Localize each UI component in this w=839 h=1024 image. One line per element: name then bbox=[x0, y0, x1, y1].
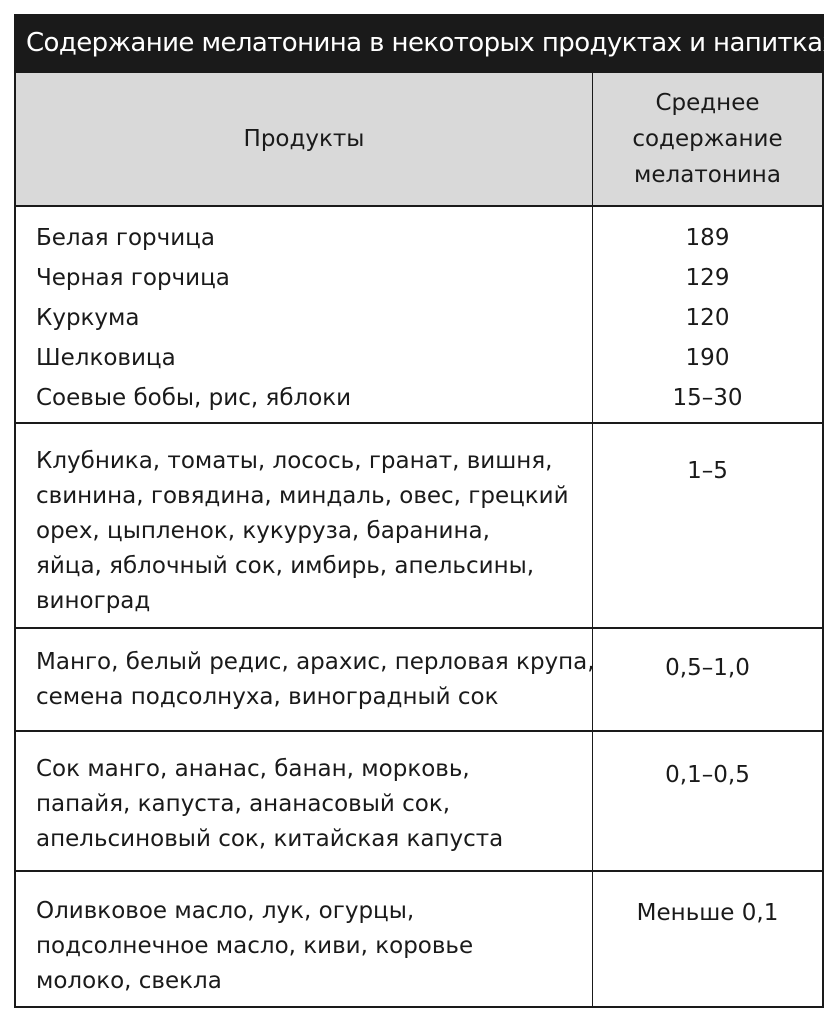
product-line: Сок манго, ананас, банан, морковь, bbox=[36, 756, 470, 782]
product-line: Оливковое масло, лук, огурцы, bbox=[36, 898, 415, 924]
product-line: Клубника, томаты, лосось, гранат, вишня, bbox=[36, 448, 553, 474]
product-line: яйца, яблочный сок, имбирь, апельсины, bbox=[36, 553, 535, 579]
product-line: апельсиновый сок, китайская капуста bbox=[36, 826, 504, 852]
melatonin-table bbox=[14, 14, 838, 1008]
table-row bbox=[16, 341, 822, 381]
product-cell bbox=[36, 645, 595, 715]
value-cell: 1–5 bbox=[687, 458, 728, 484]
product-line: свинина, говядина, миндаль, овес, грецкий bbox=[36, 483, 569, 509]
table-group-3 bbox=[16, 629, 822, 732]
table-group-5 bbox=[16, 872, 822, 1006]
product-cell: Белая горчица bbox=[36, 225, 215, 251]
table-row bbox=[16, 301, 822, 341]
value-cell: 0,5–1,0 bbox=[665, 655, 750, 681]
column-header-products: Продукты bbox=[243, 126, 365, 152]
table-row bbox=[16, 381, 822, 421]
product-line: папайя, капуста, ананасовый сок, bbox=[36, 791, 451, 817]
product-cell bbox=[36, 444, 586, 619]
table-row bbox=[16, 221, 822, 261]
product-line: подсолнечное масло, киви, коровье bbox=[36, 933, 474, 959]
table-row bbox=[16, 261, 822, 301]
product-cell: Черная горчица bbox=[36, 265, 230, 291]
product-cell: Шелковица bbox=[36, 345, 176, 371]
value-cell: Меньше 0,1 bbox=[636, 900, 779, 926]
value-cell: 129 bbox=[685, 265, 730, 291]
product-cell: Соевые бобы, рис, яблоки bbox=[36, 385, 352, 411]
table-group-4 bbox=[16, 732, 822, 872]
product-line: Манго, белый редис, арахис, перловая крупа, bbox=[36, 649, 595, 675]
product-line: молоко, свекла bbox=[36, 968, 222, 994]
product-line: семена подсолнуха, виноградный сок bbox=[36, 684, 499, 710]
value-cell: 120 bbox=[685, 305, 730, 331]
column-header-content bbox=[593, 73, 822, 205]
table-title: Содержание мелатонина в некоторых продуктах и напитках bbox=[16, 16, 822, 71]
product-cell bbox=[36, 752, 586, 857]
product-cell: Куркума bbox=[36, 305, 140, 331]
product-line: виноград bbox=[36, 588, 151, 614]
value-cell: 190 bbox=[685, 345, 730, 371]
value-cell: 0,1–0,5 bbox=[665, 762, 750, 788]
table-group-1 bbox=[16, 207, 822, 424]
column-header-content-line: содержание bbox=[632, 126, 783, 152]
value-cell: 189 bbox=[685, 225, 730, 251]
product-line: орех, цыпленок, кукуруза, баранина, bbox=[36, 518, 490, 544]
table-group-2 bbox=[16, 424, 822, 629]
value-cell: 15–30 bbox=[672, 385, 743, 411]
column-header-content-line: Среднее bbox=[655, 90, 760, 116]
product-cell bbox=[36, 894, 586, 999]
column-header-content-line: мелатонина bbox=[634, 162, 781, 188]
table-header-row bbox=[16, 71, 822, 207]
